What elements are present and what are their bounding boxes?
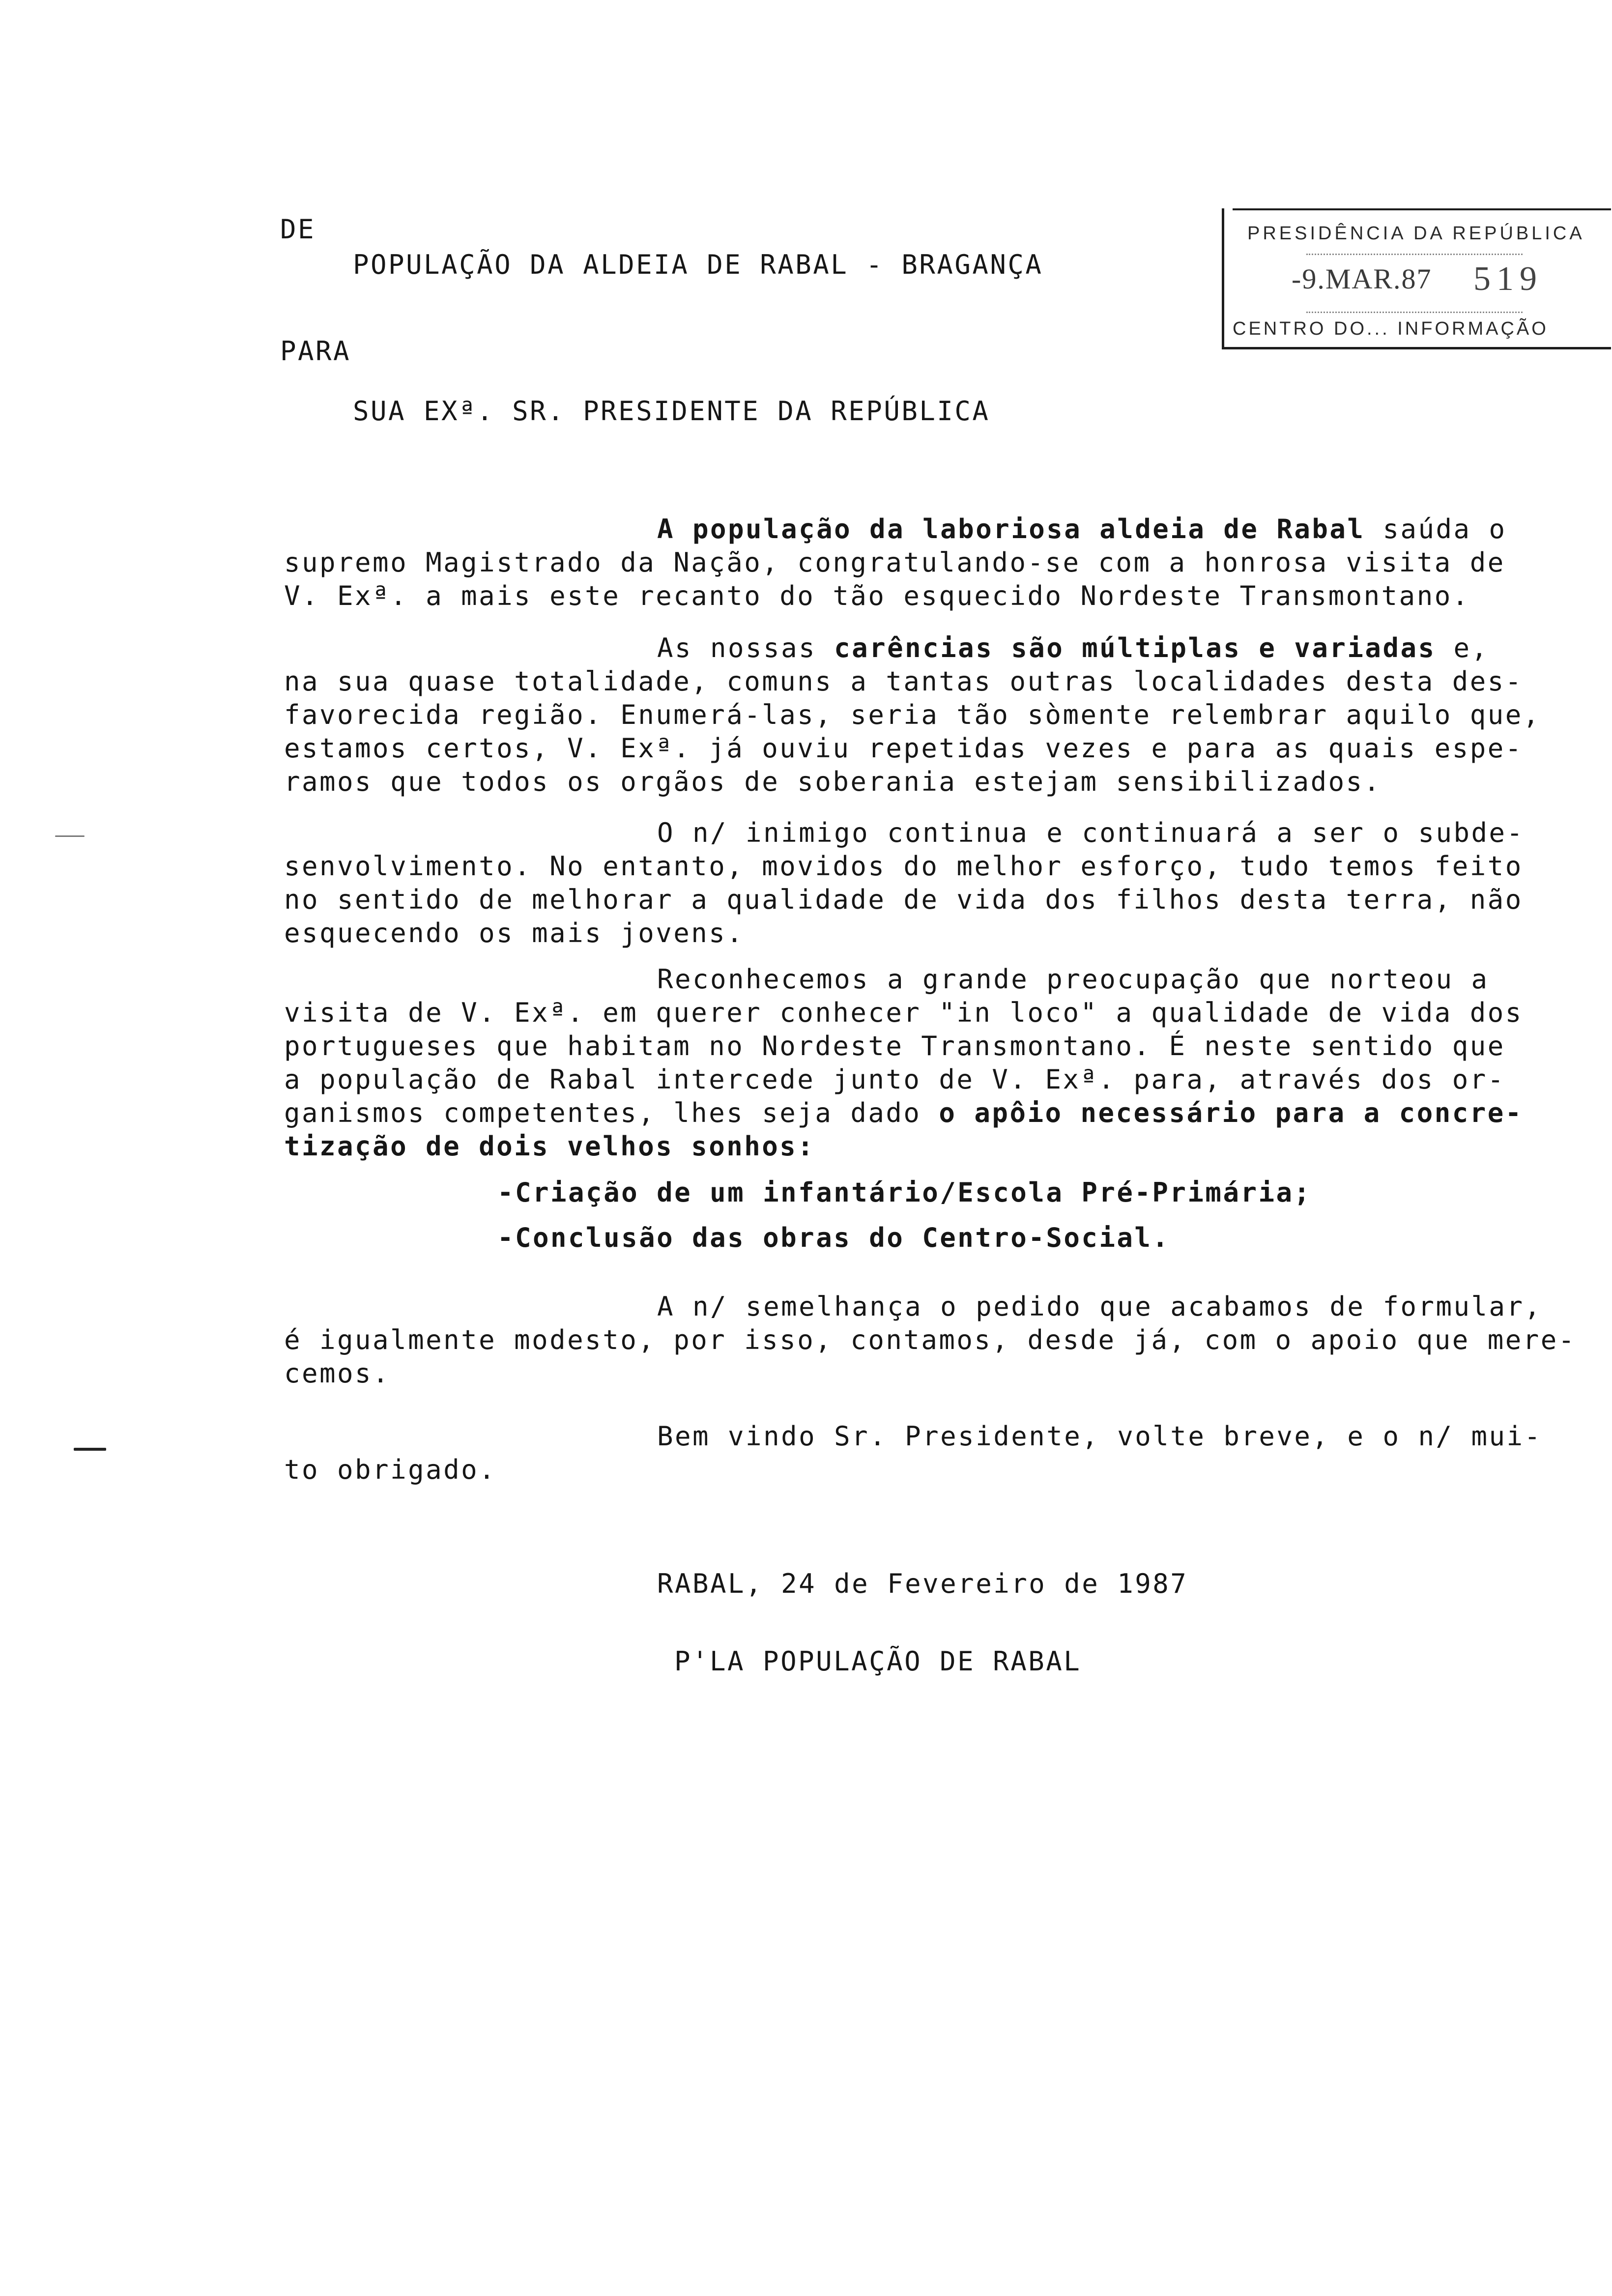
paragraph-4-line-1: Reconhecemos a grande preocupação que norteou a xyxy=(657,964,1489,995)
paragraph-4-bold: o apôio necessário para a concre- xyxy=(921,1097,1523,1128)
paragraph-2-line-5: ramos que todos os orgãos de soberania estejam sensibilizados. xyxy=(284,766,1382,797)
paragraph-5-line-1: A n/ semelhança o pedido que acabamos de formular, xyxy=(657,1291,1542,1322)
paragraph-1-line-1 xyxy=(657,513,1507,545)
paragraph-3-line-2: senvolvimento. No entanto, movidos do melhor esforço, tudo temos feito xyxy=(284,851,1523,882)
paragraph-4-line-5-start: ganismos competentes, lhes seja dado xyxy=(284,1097,921,1128)
stamp-border-bottom xyxy=(1222,347,1611,349)
stamp-date: -9.MAR.87 xyxy=(1292,263,1432,295)
paragraph-4-line-2: visita de V. Exª. em querer conhecer "in loco" a qualidade de vida dos xyxy=(284,997,1523,1028)
closing-date: RABAL, 24 de Fevereiro de 1987 xyxy=(657,1568,1188,1599)
stamp-dotted-line-2 xyxy=(1306,312,1523,313)
signature-line: P'LA POPULAÇÃO DE RABAL xyxy=(674,1646,1082,1677)
margin-mark xyxy=(55,835,85,837)
paragraph-5-line-3: cemos. xyxy=(284,1358,391,1389)
paragraph-2-line-1-end: e, xyxy=(1436,632,1489,663)
paragraph-1-bold-lead: A população da laboriosa aldeia de Rabal xyxy=(657,514,1365,545)
paragraph-2-line-1 xyxy=(657,632,1489,664)
to-label: PARA xyxy=(280,336,351,367)
sender-name: POPULAÇÃO DA ALDEIA DE RABAL - BRAGANÇA xyxy=(353,249,1043,280)
stamp-department: CENTRO DO... INFORMAÇÃO xyxy=(1233,318,1549,339)
stamp-number: 519 xyxy=(1473,260,1543,298)
paragraph-4-line-3: portugueses que habitam no Nordeste Transmontano. É neste sentido que xyxy=(284,1031,1505,1062)
stamp-title: PRESIDÊNCIA DA REPÚBLICA xyxy=(1247,223,1585,244)
from-label: DE xyxy=(280,214,316,245)
paragraph-6-line-1: Bem vindo Sr. Presidente, volte breve, e o n/ mui- xyxy=(657,1421,1542,1452)
recipient-name: SUA EXª. SR. PRESIDENTE DA REPÚBLICA xyxy=(353,396,990,427)
paragraph-2-line-1-start: As nossas xyxy=(657,632,835,663)
paragraph-1-line-1-rest: saúda o xyxy=(1365,514,1507,545)
paragraph-3-line-1: O n/ inimigo continua e continuará a ser o subde- xyxy=(657,817,1525,848)
request-item-2: -Conclusão das obras do Centro-Social. xyxy=(497,1222,1170,1253)
paragraph-5-line-2: é igualmente modesto, por isso, contamos, desde já, com o apoio que mere- xyxy=(284,1324,1576,1355)
paragraph-2-line-3: favorecida região. Enumerá-las, seria tão sòmente relembrar aquilo que, xyxy=(284,699,1541,730)
paragraph-4-line-5 xyxy=(284,1097,1523,1129)
stamp-border-left xyxy=(1222,208,1224,347)
paragraph-6-line-2: to obrigado. xyxy=(284,1454,497,1485)
paragraph-4-line-4: a população de Rabal intercede junto de V. Exª. para, através dos or- xyxy=(284,1064,1505,1095)
margin-mark xyxy=(74,1448,106,1451)
paragraph-3-line-3: no sentido de melhorar a qualidade de vida dos filhos desta terra, não xyxy=(284,884,1523,915)
paragraph-2-line-2: na sua quase totalidade, comuns a tantas outras localidades desta des- xyxy=(284,666,1523,697)
paragraph-4-line-6: tização de dois velhos sonhos: xyxy=(284,1131,815,1162)
paragraph-1-line-2: supremo Magistrado da Nação, congratulando-se com a honrosa visita de xyxy=(284,547,1505,578)
paragraph-1-line-3: V. Exª. a mais este recanto do tão esquecido Nordeste Transmontano. xyxy=(284,580,1470,611)
stamp-border-top xyxy=(1233,208,1611,210)
request-item-1: -Criação de um infantário/Escola Pré-Primária; xyxy=(497,1177,1312,1208)
paragraph-2-bold: carências são múltiplas e variadas xyxy=(834,632,1436,663)
paragraph-2-line-4: estamos certos, V. Exª. já ouviu repetidas vezes e para as quais espe- xyxy=(284,733,1523,764)
received-stamp xyxy=(1218,208,1611,350)
stamp-dotted-line xyxy=(1306,254,1523,255)
paragraph-3-line-4: esquecendo os mais jovens. xyxy=(284,918,745,948)
